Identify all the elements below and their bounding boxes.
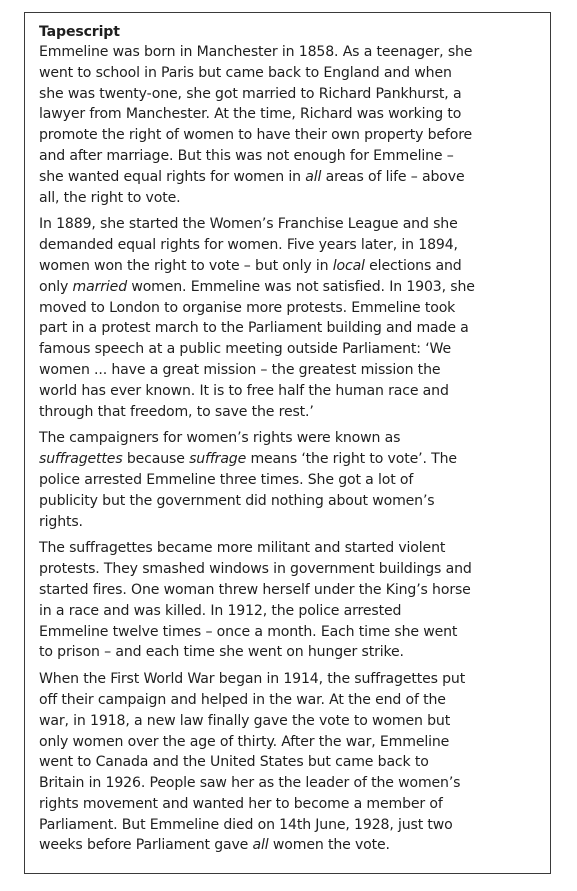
text-segment: off their campaign and helped in the war. At the end of the [39,691,446,708]
text-line [39,491,543,512]
text-segment: famous speech at a public meeting outside Parliament: ‘We [39,341,452,358]
text-segment: only [39,278,73,295]
text-segment: areas of life – above [321,168,465,185]
text-line [39,538,543,559]
text-segment: went to Canada and the United States but came back to [39,754,429,771]
text-line [39,470,543,491]
text-segment: women won the right to vote – but only in [39,257,333,274]
italic-text: all [252,837,269,854]
text-segment: Parliament. But Emmeline died on 14th June, 1928, just two [39,816,453,833]
text-line [39,318,543,339]
text-line [39,125,543,146]
text-line [39,339,543,360]
text-line [39,622,543,643]
text-line [39,752,543,773]
text-line [39,298,543,319]
italic-text: suffragettes [39,451,123,468]
text-segment: lawyer from Manchester. At the time, Richard was working to [39,106,462,123]
text-line [39,449,543,470]
text-segment: and after marriage. But this was not enough for Emmeline – [39,147,454,164]
text-segment: war, in 1918, a new law finally gave the vote to women but [39,712,451,729]
text-segment: started fires. One woman threw herself under the King’s horse [39,581,471,598]
text-segment: to prison – and each time she went on hunger strike. [39,644,404,661]
text-segment: only women over the age of thirty. After the war, Emmeline [39,733,450,750]
text-line [39,63,543,84]
text-segment: protests. They smashed windows in government buildings and [39,561,472,578]
text-line [39,167,543,188]
tapescript-content [39,22,543,862]
text-segment: all, the right to vote. [39,189,181,206]
text-segment: world has ever known. It is to free half the human race and [39,382,449,399]
text-segment: weeks before Parliament gave [39,837,253,854]
text-line [39,794,543,815]
text-line [39,235,543,256]
italic-text: local [332,257,365,274]
text-segment: Emmeline twelve times – once a month. Each time she went [39,623,458,640]
text-line [39,402,543,423]
text-segment: moved to London to organise more protests. Emmeline took [39,299,456,316]
text-line [39,381,543,402]
text-line [39,42,543,63]
italic-text: married [72,278,127,295]
text-segment: she wanted equal rights for women in [39,168,306,185]
text-segment: Britain in 1926. People saw her as the leader of the women’s [39,775,461,792]
text-line [39,815,543,836]
text-segment: went to school in Paris but came back to England and when [39,64,452,81]
text-segment: When the First World War began in 1914, the suffragettes put [39,671,466,688]
text-line [39,214,543,235]
tapescript-box [24,12,551,874]
text-segment: women the vote. [268,837,390,854]
tapescript-title: Tapescript [39,24,120,40]
text-segment: women ... have a great mission – the greatest mission the [39,361,441,378]
text-segment: because [122,451,190,468]
text-segment: police arrested Emmeline three times. She got a lot of [39,471,414,488]
text-line [39,188,543,209]
text-line [39,512,543,533]
paragraph-4 [39,538,543,663]
text-line [39,711,543,732]
text-segment: means ‘the right to vote’. The [246,451,457,468]
text-line [39,732,543,753]
italic-text: suffrage [189,451,247,468]
text-line [39,601,543,622]
tapescript-body [39,42,543,856]
text-segment: she was twenty-one, she got married to Richard Pankhurst, a [39,85,462,102]
paragraph-3 [39,428,543,532]
paragraph-2 [39,214,543,422]
text-line [39,84,543,105]
text-segment: Emmeline was born in Manchester in 1858. As a teenager, she [39,44,473,60]
text-segment: demanded equal rights for women. Five years later, in 1894, [39,237,458,254]
text-segment: in a race and was killed. In 1912, the police arrested [39,602,402,619]
text-line [39,669,543,690]
text-line [39,428,543,449]
paragraph-5 [39,669,543,856]
text-line [39,277,543,298]
text-line [39,360,543,381]
text-line [39,104,543,125]
text-segment: through that freedom, to save the rest.’ [39,403,314,420]
text-segment: part in a protest march to the Parliament building and made a [39,320,469,337]
text-segment: rights movement and wanted her to become a member of [39,795,443,812]
text-segment: The campaigners for women’s rights were known as [39,430,401,447]
text-line [39,580,543,601]
text-segment: In 1889, she started the Women’s Franchise League and she [39,216,458,233]
paragraph-1 [39,42,543,208]
text-line [39,835,543,856]
text-line [39,773,543,794]
text-segment: women. Emmeline was not satisfied. In 1903, she [126,278,475,295]
text-segment: elections and [364,257,462,274]
text-line [39,642,543,663]
italic-text: all [305,168,322,185]
text-line [39,256,543,277]
text-segment: promote the right of women to have their own property before [39,127,473,144]
text-line [39,690,543,711]
text-segment: rights. [39,513,83,530]
text-segment: The suffragettes became more militant and started violent [39,540,446,557]
text-line [39,146,543,167]
text-segment: publicity but the government did nothing about women’s [39,492,435,509]
text-line [39,559,543,580]
